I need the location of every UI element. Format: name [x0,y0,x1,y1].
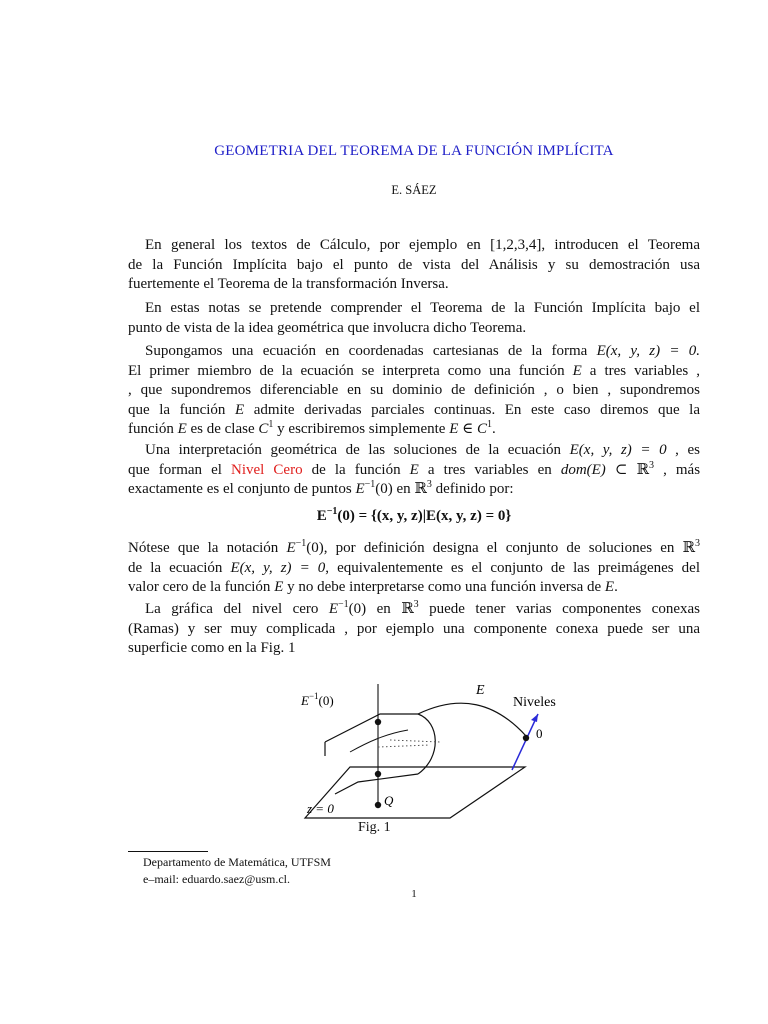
author: E. SÁEZ [391,183,437,197]
surface-top-edge [325,714,418,742]
label-z0: z = 0 [307,801,334,816]
paragraph-2 [128,299,700,338]
paragraph-line: Una interpretación geométrica de las soluciones de la ecuación E(x, y, z) = 0 , es [145,442,701,458]
paragraph-line: Nótese que la notación $E^{-1}(0)$, por definición designa el conjunto de soluciones en ℝ$^3$ [128,538,701,556]
page-title: GEOMETRIA DEL TEOREMA DE LA FUNCIÓN IMPLÍCITA [214,143,614,159]
paragraph-line: Supongamos una ecuación en coordenadas cartesianas de la forma E(x, y, z) = 0. [145,343,700,359]
paragraph-line: exactamente es el conjunto de puntos $E^{-1}(0)$ en ℝ$^3$ definido por: [128,479,514,498]
label-Q: Q [384,793,394,808]
paragraph-line: (Ramas) y ser muy complicada , por ejemplo una componente conexa puede ser una [128,620,700,637]
paragraph-line: superficie como en la Fig. 1 [128,640,296,657]
levels-axis [512,714,538,770]
figure-diagram [290,672,590,852]
page-number: 1 [411,888,417,900]
levels-arrowhead [531,714,538,722]
paragraph-line: , que supondremos diferenciable en su dominio de definición , o bien , supondremos [128,382,700,399]
label-niveles: Niveles [513,695,556,710]
surface-point-top [375,719,381,725]
paragraph-6 [128,600,700,659]
figure-caption: Fig. 1 [358,820,391,835]
hidden-dotted-line [378,745,430,747]
paragraph-line: función E es de clase $C^1$ y escribiremos simplemente E ∈ $C^1$. [128,419,496,438]
surface-point-bottom [375,771,381,777]
hidden-dotted-line [390,740,440,742]
point-Q [375,802,381,808]
label-E: E [476,683,485,698]
figure-1 [290,672,590,852]
paragraph-5 [128,539,700,598]
definition-formula: $E^{-1}(0) = \{(x$, y, z)|E(x, y, z) = 0} [316,506,512,524]
paragraph-3 [128,342,700,440]
paragraph-4 [128,441,700,500]
paragraph-line: de la Función Implícita bajo el punto de vista del Análisis y su demostración usa [128,256,700,273]
label-e-inverse: $E^{-1}(0)$ [301,691,334,708]
paragraph-line: El primer miembro de la ecuación se interpreta como una función E a tres variables , [128,362,701,379]
paragraph-line: de la ecuación E(x, y, z) = 0, equivalentemente es el conjunto de las preimágenes del [128,559,701,576]
paragraph-line: que la función E admite derivadas parciales continuas. En este caso diremos que la [128,401,700,418]
level-zero-point [523,735,529,741]
paragraph-line: que forman el Nivel Cero de la función E a tres variables en dom(E) ⊂ ℝ$^3$ , más [128,459,701,478]
footnote-email: e–mail: eduardo.saez@usm.cl. [143,872,290,886]
footnote-rule [128,851,208,852]
surface-inner-curve [350,730,408,752]
paragraph-line: valor cero de la función E y no debe interpretarse como una función inversa de E. [128,579,618,596]
surface-fold [418,714,435,774]
paragraph-line: fuertemente el Teorema de la transformación Inversa. [128,276,449,293]
paragraph-line: En general los textos de Cálculo, por ejemplo en [1,2,3,4], introducen el Teorema [145,237,700,253]
footnote-affiliation: Departamento de Matemática, UTFSM [143,855,331,869]
paragraph-line: punto de vista de la idea geométrica que involucra dicho Teorema. [128,319,527,336]
surface-bottom-edge [335,774,418,794]
label-zero: 0 [536,726,543,741]
paragraph-line: La gráfica del nivel cero $E^{-1}(0)$ en ℝ$^3$ puede tener varias componentes conexas [145,599,700,617]
paragraph-1 [128,236,700,295]
paragraph-line: En estas notas se pretende comprender el Teorema de la Función Implícita bajo el [145,300,700,316]
nivel-cero-highlight: Nivel Cero [231,461,303,478]
